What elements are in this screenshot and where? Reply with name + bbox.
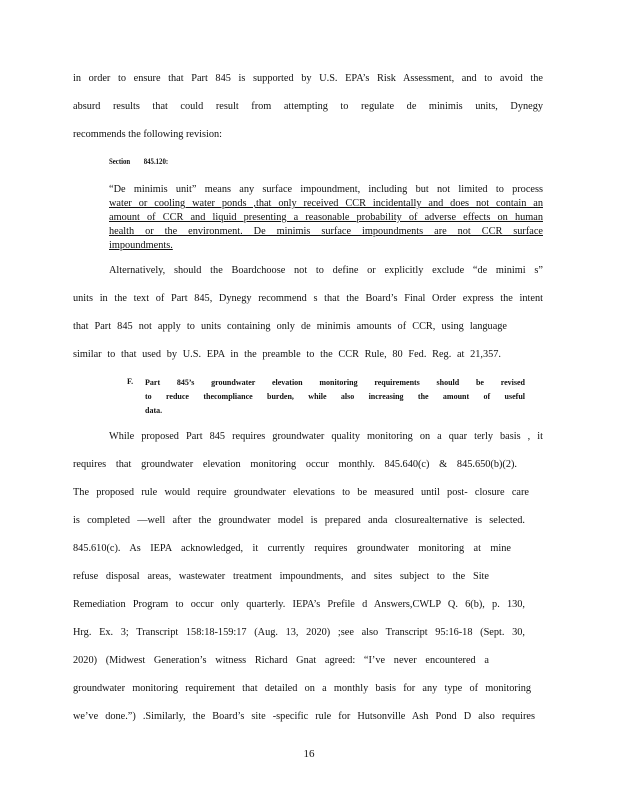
intro-line-3: recommends the following revision: — [73, 129, 222, 140]
alt-line-2: units in the text of Part 845, Dynegy recommend s that the Board’s Final Order express the intent — [73, 293, 543, 304]
heading-line-1: Part 845’s groundwater elevation monitoring requirements should be revised — [145, 378, 525, 387]
section-label — [109, 157, 180, 166]
intro-line-2: absurd results that could result from attempting to regulate de minimis units, Dynegy — [73, 101, 543, 112]
body-line-1: While proposed Part 845 requires groundwater quality monitoring on a quar terly basis , it — [109, 431, 543, 442]
body-line-8: Hrg. Ex. 3; Transcript 158:18-159:17 (Aug. 13, 2020) ;see also Transcript 95:16-18 (Sept. 30, — [73, 627, 525, 638]
body-line-11: we’ve done.”) .Similarly, the Board’s site -specific rule for Hutsonville Ash Pond D also requires — [73, 711, 535, 722]
quote-line-5: impoundments. — [109, 240, 173, 251]
body-line-10: groundwater monitoring requirement that detailed on a monthly basis for any type of monitoring — [73, 683, 531, 694]
body-line-9: 2020) (Midwest Generation’s witness Richard Gnat agreed: “I’ve never encountered a — [73, 655, 489, 666]
alt-line-4: similar to that used by U.S. EPA in the preamble to the CCR Rule, 80 Fed. Reg. at 21,357. — [73, 349, 501, 360]
quote-line-2: water or cooling water ponds ,that only received CCR incidentally and does not contain an — [109, 198, 543, 209]
quote-line-1: “De minimis unit” means any surface impoundment, including but not limited to process — [109, 184, 543, 195]
heading-letter: F. — [127, 377, 134, 386]
quote-line-3: amount of CCR and liquid presenting a reasonable probability of adverse effects on human — [109, 212, 543, 223]
alt-line-1: Alternatively, should the Boardchoose not to define or explicitly exclude “de minimi s” — [109, 265, 543, 276]
page-number: 16 — [303, 748, 315, 760]
body-line-6: refuse disposal areas, wastewater treatment impoundments, and sites subject to the Site — [73, 571, 489, 582]
heading-line-3: data. — [145, 406, 163, 415]
quote-line-4: health or the environment. De minimis surface impoundments are not CCR surface — [109, 226, 543, 237]
body-line-2: requires that groundwater elevation monitoring occur monthly. 845.640(c) & 845.650(b)(2). — [73, 459, 517, 470]
intro-line-1: in order to ensure that Part 845 is supported by U.S. EPA’s Risk Assessment, and to avoid the — [73, 73, 543, 84]
body-line-7: Remediation Program to occur only quarterly. IEPA’s Prefile d Answers,CWLP Q. 6(b), p. 130, — [73, 599, 525, 610]
heading-line-2: to reduce thecompliance burden, while also increasing the amount of useful — [145, 392, 525, 401]
section-word: Section — [109, 157, 131, 166]
body-line-3: The proposed rule would require groundwater elevations to be measured until post- closure care — [73, 487, 529, 498]
section-number: 845.120: — [143, 157, 169, 166]
body-line-5: 845.610(c). As IEPA acknowledged, it currently requires groundwater monitoring at mine — [73, 543, 511, 554]
body-line-4: is completed —well after the groundwater model is prepared anda closurealternative is selected. — [73, 515, 525, 526]
alt-line-3: that Part 845 not apply to units containing only de minimis amounts of CCR, using language — [73, 321, 507, 332]
